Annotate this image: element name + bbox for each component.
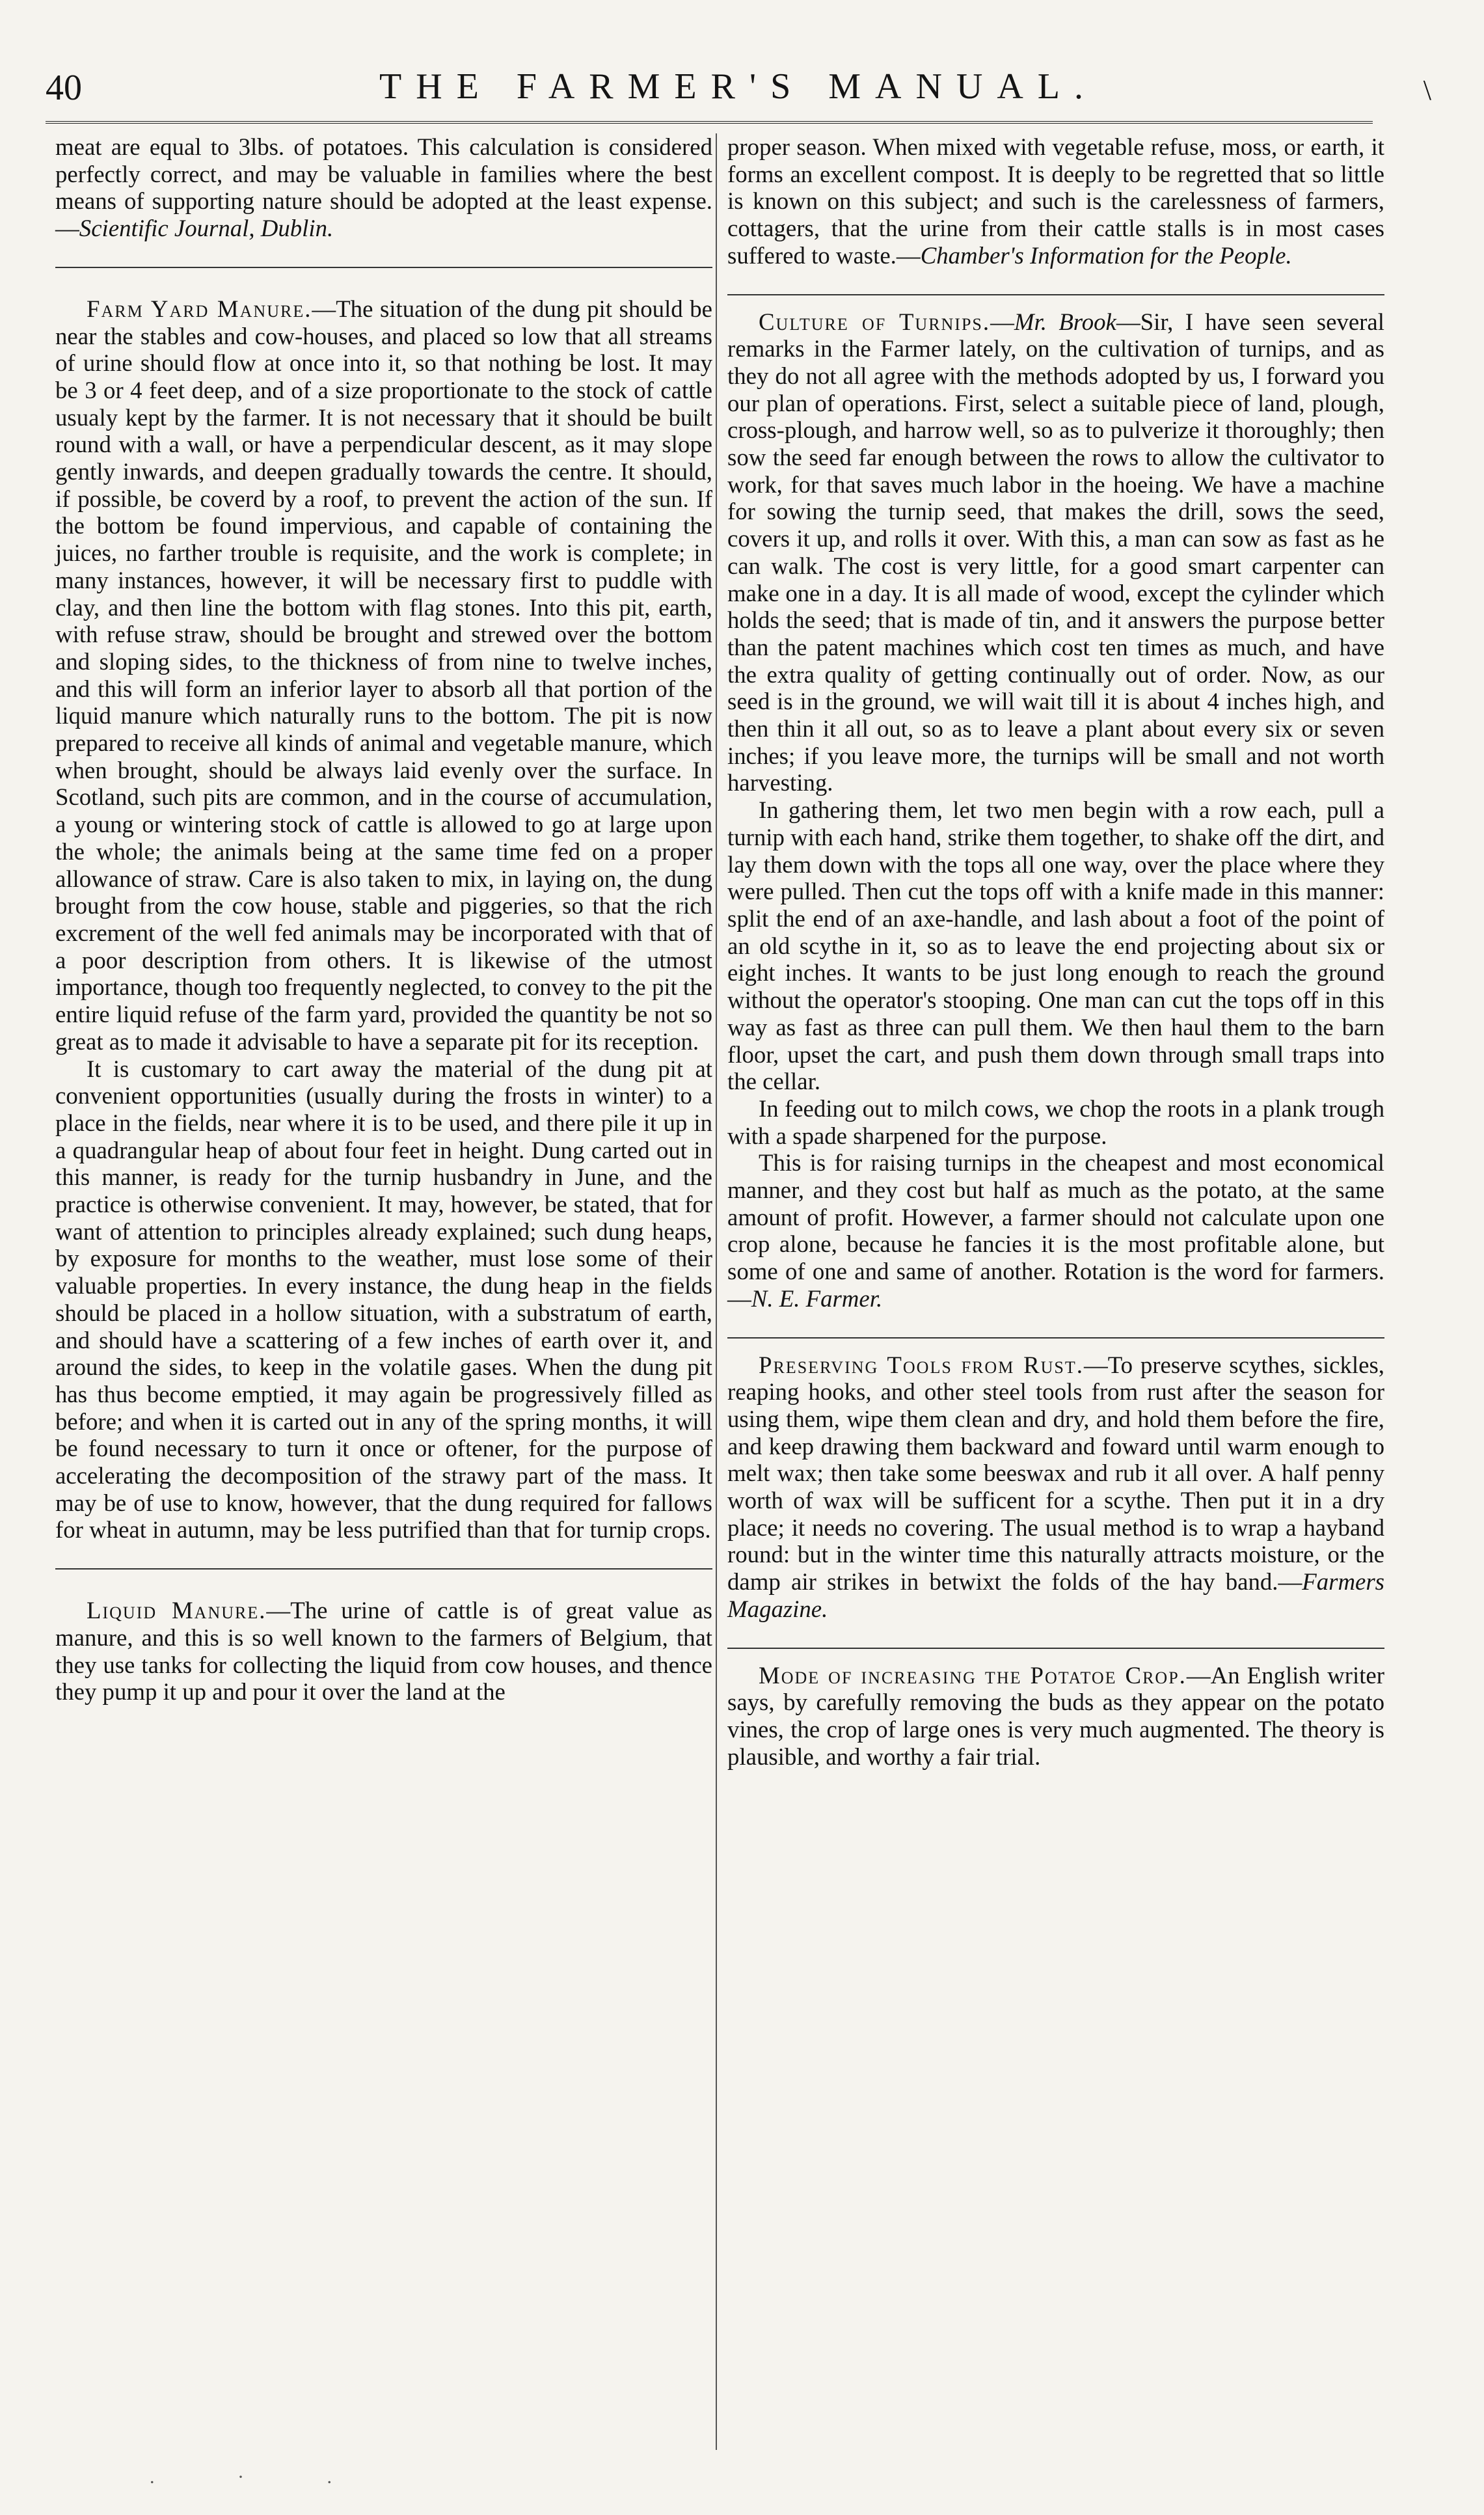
tools-paragraph: [727, 1352, 1384, 1623]
page-header: [46, 62, 1431, 114]
header-rule: [46, 121, 1373, 124]
potato-heading: Mode of increasing the Potatoe Crop.: [759, 1661, 1187, 1689]
turnips-text: —Sir, I have seen several remarks in the Farmer lately, on the cultivation of turnips, and as they do not all agree with the methods adopted by us, I forward you our plan of operations. First, select a suitable piece of land, plough, cross-plough, and harrow well, so as to pulverize it thoroughly; then sow the seed far enough between the rows to allow the cultivator to work, for that saves much labor in the hoeing. We have a machine for sowing the turnip seed, that makes the drill, sows the seed, covers it up, and rolls it over. With this, a man can sow as fast as he can walk. The cost is very little, for a good smart carpenter can make one in a day. It is all made of wood, except the cylinder which holds the seed; that is made of tin, and it answers the purpose better than the patent machines which cost ten times as much, and have the extra quality of getting continually out of order. Now, as our seed is in the ground, we will wait till it is about 4 inches high, and then thin it all out, so as to leave a plant about every six or seven inches; if you leave more, the turnips will be small and not worth harvesting.: [727, 308, 1384, 796]
farm-yard-heading: Farm Yard Manure.: [87, 295, 312, 322]
margin-mark: \: [1423, 74, 1431, 106]
farm-yard-paragraph-2: It is customary to cart away the material of the dung pit at convenient opportunities (usually during the frosts in winter) to a place in the fields, near where it is to be used, and there pile it up in a quadrangular heap of about four feet in height. Dung carted out in this manner, is ready for the turnip husbandry in June, and the practice is otherwise convenient. It may, however, be stated, that for want of attention to principles already explained; such dung heaps, by exposure for months to the weather, must lose some of their valuable properties. In every instance, the dung heap in the fields should be placed in a hollow situation, with a substratum of earth, and should have a scattering of a few inches of earth over it, and around the sides, to keep in the volatile gases. When the dung pit has thus become emptied, it may again be progressively filled as before; and when it is carted out in any of the spring months, it will be found necessary to turn it once or oftener, for the purpose of accelerating the decomposition of the strawy part of the mass. It may be of use to know, however, that the dung required for fallows for wheat in autumn, may be less putrified than that for turnip crops.: [55, 1055, 712, 1543]
tools-source: Farmers Magazine.: [727, 1568, 1384, 1622]
section-separator: [55, 1543, 712, 1597]
turnips-paragraph: Culture of Turnips.—Mr. Brook—Sir, I have seen several remarks in the Farmer lately, on the cultivation of turnips, and as they do not all agree with the methods adopted by us, I forward you our plan of operations. First, select a suitable piece of land, plough, cross-plough, and harrow well, so as to pulverize it thoroughly; then sow the seed far enough between the rows to allow the cultivator to work, for that saves much labor in the hoeing. We have a machine for sowing the turnip seed, that makes the drill, sows the seed, covers it up, and rolls it over. With this, a man can sow as fast as he can walk. The cost is very little, for a good smart carpenter can make one in a day. It is all made of wood, except the cylinder which holds the seed; that is made of tin, and it answers the purpose better than the patent machines which cost ten times as much, and have the extra quality of getting continually out of order. Now, as our seed is in the ground, we will wait till it is about 4 inches high, and then thin it all out, so as to leave a plant about every six or seven inches; if you leave more, the turnips will be small and not worth harvesting.: [727, 308, 1384, 796]
potato-text: —An English writer says, by carefully removing the buds as they appear on the potato vines, the crop of large ones is very much augmented. The theory is plausible, and worthy a fair trial.: [727, 1661, 1385, 1770]
section-separator: [727, 269, 1384, 308]
right-column: [727, 133, 1384, 1770]
bottom-specks: . · .: [150, 2466, 371, 2488]
intro-source: Scientific Journal, Dublin.: [79, 215, 334, 242]
intro-text: meat are equal to 3lbs. of potatoes. This calculation is considered perfectly correct, and may be valuable in families where the best means of supporting nature should be adopted at the least expense.—: [55, 133, 712, 242]
page-number: 40: [46, 68, 82, 108]
turnips-text-4: This is for raising turnips in the cheapest and most economical manner, and they cost but half as much as the potato, at the same amount of profit. However, a farmer should not calculate upon one crop alone, because he fancies it is the most profitable alone, but some of one and same of another. Rotation is the word for farmers.—: [727, 1149, 1384, 1312]
column-divider: [716, 133, 717, 2450]
tools-text: —To preserve scythes, sickles, reaping hooks, and other steel tools from rust after the season for using them, wipe them clean and dry, and hold them before the fire, and keep drawing them backward and foward until warm enough to melt wax; then take some beeswax and rub it all over. A half penny worth of wax will be sufficent for a scythe. Then put it in a dry place; it needs no covering. The usual method is to wrap a hayband round: but in the winter time this naturally attracts moisture, or the damp air strikes in betwixt the folds of the hay band.—: [727, 1351, 1384, 1596]
potato-paragraph: [727, 1662, 1384, 1771]
liquid-continued-text: proper season. When mixed with vegetable refuse, moss, or earth, it forms an excellent compost. It is deeply to be regretted that so little is known on this subject; and such is the carelessness of farmers, cottagers, that the urine from their cattle stalls is in most cases suffered to waste.—: [727, 133, 1384, 269]
intro-paragraph: [55, 133, 712, 242]
liquid-manure-paragraph: [55, 1597, 712, 1706]
turnips-paragraph-2: In gathering them, let two men begin with a row each, pull a turnip with each hand, strike them together, to shake off the dirt, and lay them down with the tops all one way, over the place where they were pulled. Then cut the tops off with a knife made in this manner: split the end of an axe-handle, and lash about a foot of the point of an old scythe in it, so as to leave the end projecting about six or eight inches. It wants to be just long enough to reach the ground without the operator's stooping. One man can cut the tops off in this way as fast as three can pull them. We then haul them to the barn floor, upset the cart, and push them down through small traps into the cellar.: [727, 796, 1384, 1095]
turnips-paragraph-3: In feeding out to milch cows, we chop the roots in a plank trough with a spade sharpened for the purpose.: [727, 1094, 1384, 1149]
turnips-paragraph-4: [727, 1149, 1384, 1312]
turnips-heading: Culture of Turnips.: [759, 308, 991, 335]
liquid-manure-text: —The urine of cattle is of great value as manure, and this is so well known to the farmers of Belgium, that they use tanks for collecting the liquid from cow houses, and thence they pump it up and pour it over the land at the: [55, 1597, 712, 1706]
farm-yard-text: —The situation of the dung pit should be near the stables and cow-houses, and placed so low that all streams of urine should flow at once into it, so that nothing be lost. It may be 3 or 4 feet deep, and of a size proportionate to the stock of cattle usualy kept by the farmer. It is not necessary that it should be built round with a wall, or have a perpendicular descent, as it may slope gently inwards, and deepen gradually towards the centre. It should, if possible, be coverd by a roof, to prevent the action of the sun. If the bottom be found impervious, and capable of containing the juices, no farther trouble is requisite, and the work is complete; in many instances, however, it will be necessary first to puddle with clay, and then line the bottom with flag stones. Into this pit, earth, with refuse straw, should be brought and strewed over the bottom and sloping sides, to the thickness of from nine to twelve inches, and this will form an inferior layer to absorb all that portion of the liquid manure which naturally runs to the bottom. The pit is now prepared to receive all kinds of animal and vegetable manure, which when brought, should be always laid evenly over the surface. In Scotland, such pits are common, and in the course of accumulation, a young or wintering stock of cattle is allowed to go at large upon the whole; the animals being at the same time fed on a proper allowance of straw. Care is also taken to mix, in laying on, the dung brought from the cow house, stable and piggeries, so that the rich excrement of the well fed animals may be incorporated with that of a poor description from others. It is likewise of the utmost importance, though too frequently neglected, to convey to the pit the entire liquid refuse of the farm yard, provided the quantity be not so great as to made it advisable to have a separate pit for its reception.: [55, 295, 712, 1055]
turnips-addressee: Mr. Brook: [1014, 308, 1116, 335]
liquid-source: Chamber's Information for the People.: [920, 241, 1292, 269]
liquid-manure-heading: Liquid Manure.: [87, 1597, 267, 1624]
section-separator: [55, 242, 712, 295]
section-separator: [727, 1623, 1384, 1662]
running-title: THE FARMER'S MANUAL.: [379, 66, 1098, 107]
farm-yard-paragraph: [55, 295, 712, 1055]
turnips-source: N. E. Farmer.: [751, 1285, 883, 1312]
liquid-continued-paragraph: [727, 133, 1384, 269]
tools-heading: Preserving Tools from Rust.: [759, 1351, 1084, 1378]
left-column: [55, 133, 712, 1706]
section-separator: [727, 1312, 1384, 1352]
